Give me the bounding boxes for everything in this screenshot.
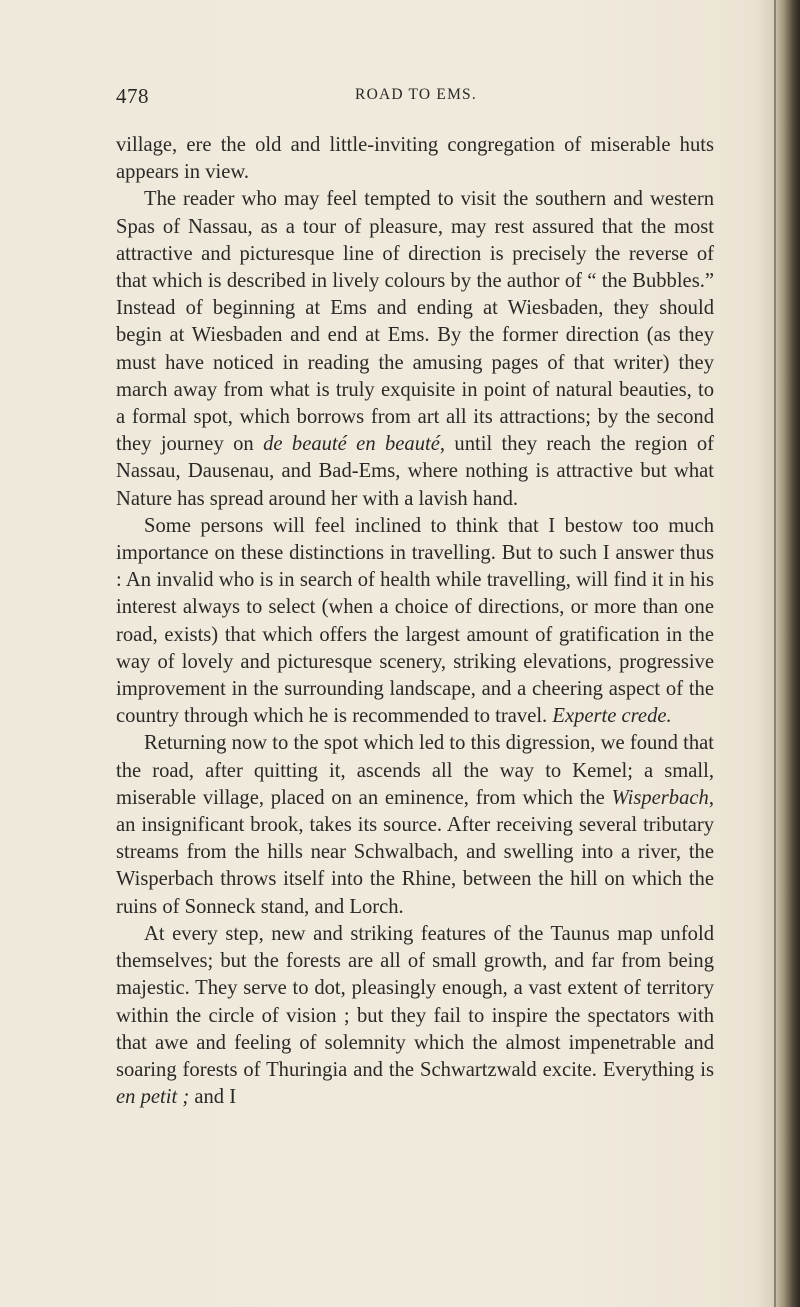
- italic-phrase: de beauté en beauté: [263, 433, 440, 456]
- italic-phrase: en petit ;: [116, 1086, 190, 1109]
- italic-phrase: Experte crede.: [552, 705, 672, 728]
- paragraph: [116, 132, 714, 186]
- text-run: The reader who may feel tempted to visit the southern and western Spas of Nassau, as a tour of pleasure, may rest assured that the most attractive and picturesque line of direction is precisely the reverse of that which is described in lively colours by the author of “ the Bubbles.” Instead of beginning at Ems and ending at Wiesbaden, they should begin at Wiesbaden and end at Ems. By the former direction (as they must have noticed in reading the amusing pages of that writer) they march away from what is truly exquisite in point of natural beauties, to a formal spot, which borrows from art all its attractions; by the second they journey on: [116, 188, 714, 456]
- text-run: At every step, new and striking features of the Taunus map unfold themselves; but the forests are all of small growth, and far from being majestic. They serve to dot, pleasingly enough, a vast extent of territory within the circle of vision ; but they fail to inspire the spectators with that awe and feeling of solemnity which the almost impenetrable and soaring forests of Thuringia and the Schwartzwald excite. Everything is: [116, 922, 714, 1081]
- text-run: Returning now to the spot which led to this digression, we found that the road, after quitting it, ascends all the way to Kemel; a small, miserable village, placed on an eminence, from which the: [116, 732, 714, 809]
- text-run: Some persons will feel inclined to think that I bestow too much importance on these distinctions in travelling. But to such I answer thus : An invalid who is in search of health while travelling, will find it in his interest always to select (when a choice of directions, or more than one road, exists) that which offers the largest amount of gratification in the way of lovely and picturesque scenery, striking elevations, progressive improvement in the surrounding landscape, and a cheering aspect of the country through which he is recommended to travel.: [116, 514, 714, 728]
- text-run: and I: [189, 1086, 237, 1109]
- page-edge-line: [774, 0, 776, 1307]
- text-run: village, ere the old and little-inviting congregation of miserable huts appears in view.: [116, 134, 714, 184]
- running-head: ROAD TO EMS.: [355, 86, 477, 103]
- italic-phrase: Wisperbach: [611, 786, 709, 809]
- paragraph: [116, 513, 714, 731]
- paragraph: [116, 186, 714, 512]
- body-text: [116, 132, 714, 1111]
- text-run: , an insignificant brook, takes its source. After receiving several tributary streams from the hills near Schwalbach, and swelling into a river, the Wisperbach throws itself into the Rhine, between the hill on which the ruins of Sonneck stand, and Lorch.: [116, 786, 714, 918]
- text-run: , until they reach the region of Nassau, Dausenau, and Bad-Ems, where nothing is attractive but what Nature has spread around her with a lavish hand.: [116, 433, 715, 510]
- page-gutter-shadow: [758, 0, 800, 1307]
- paragraph: [116, 730, 714, 920]
- page-number: 478: [116, 84, 149, 108]
- page-header: [116, 84, 716, 110]
- paragraph: [116, 921, 714, 1111]
